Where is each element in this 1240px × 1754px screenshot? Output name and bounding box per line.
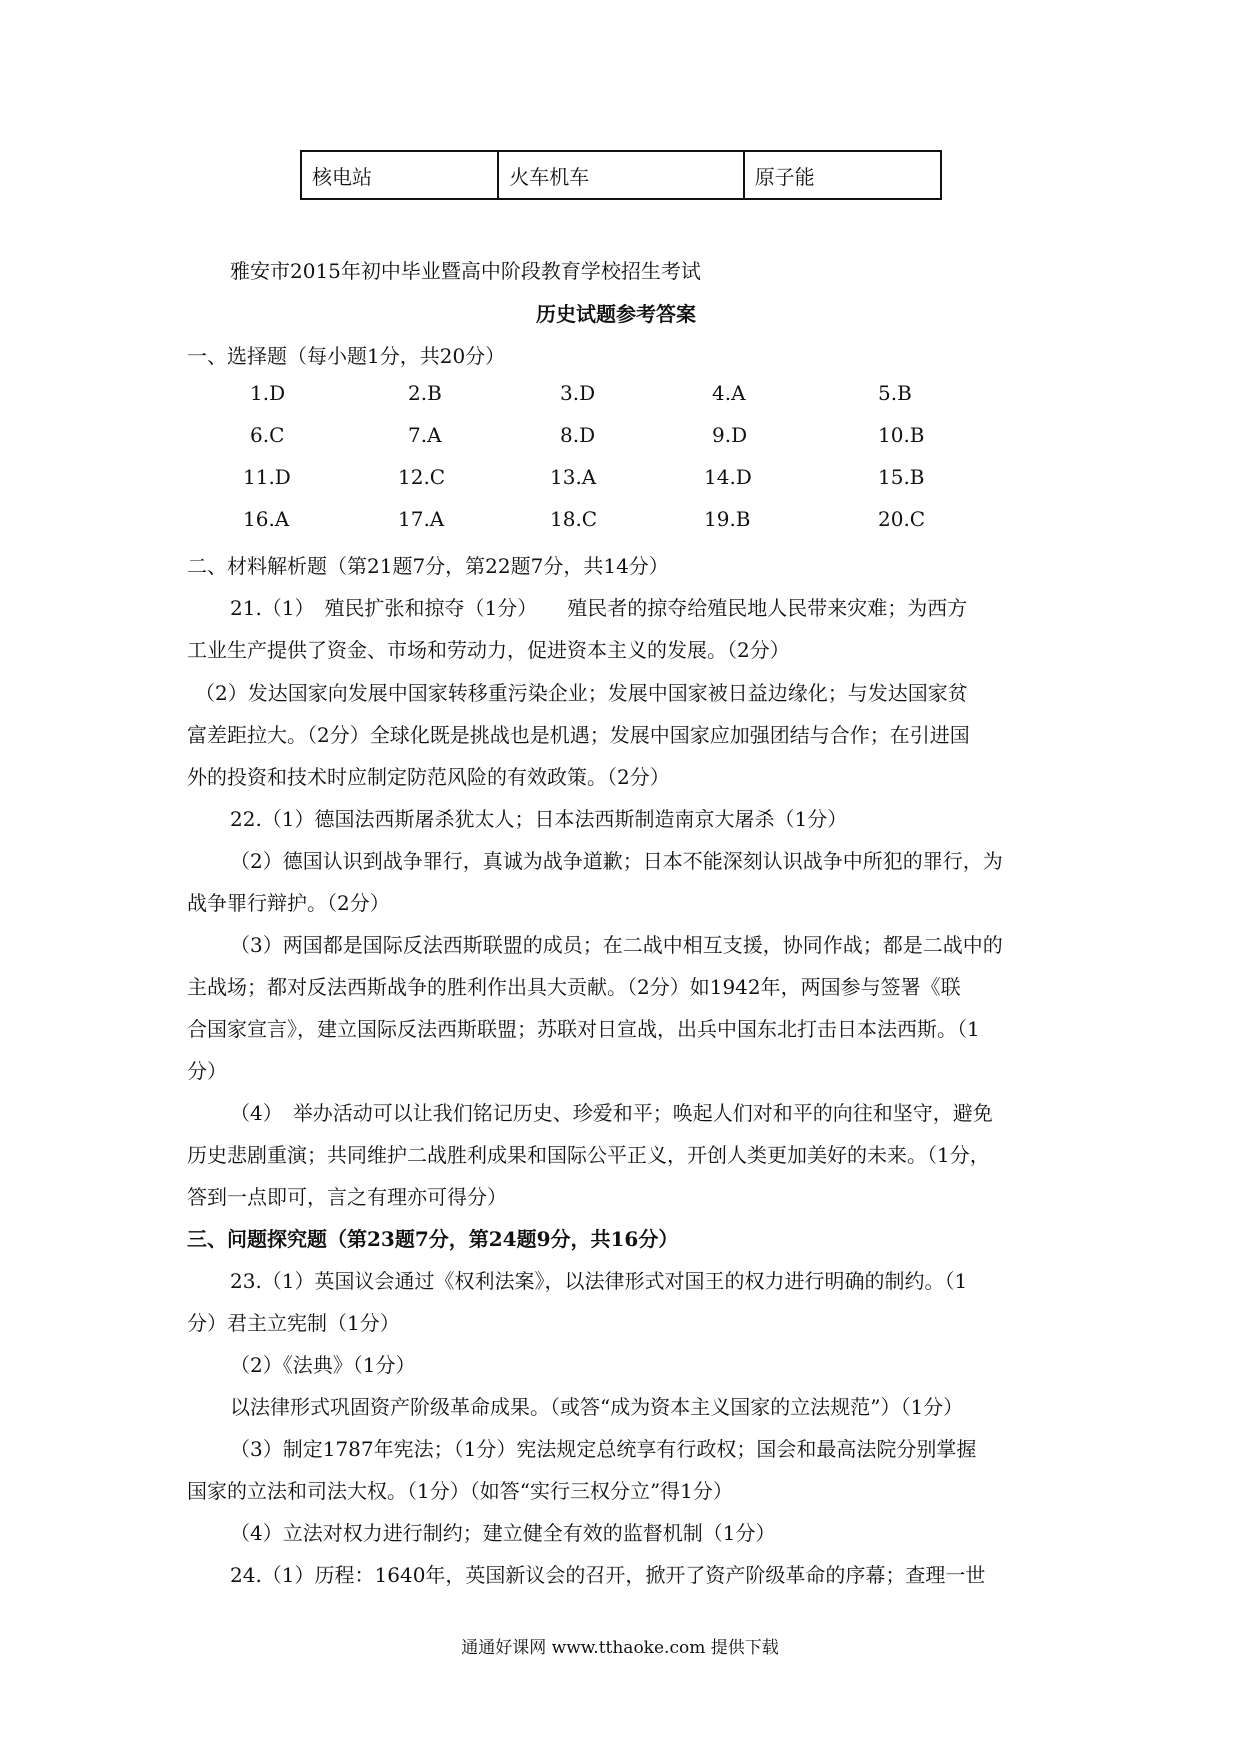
answer-item: 4.A (712, 381, 746, 405)
answer-item: 3.D (560, 381, 596, 405)
text-line: （3）两国都是国际反法西斯联盟的成员；在二战中相互支援，协同作战；都是二战中的 (230, 933, 1003, 957)
text-line: 国家的立法和司法大权。（1分）（如答“实行三权分立”得1分） (187, 1479, 733, 1503)
section-heading: 三、问题探究题（第23题7分，第24题9分，共16分） (187, 1227, 679, 1251)
answer-item: 1.D (250, 381, 286, 405)
top-table (300, 150, 942, 200)
text-line: 24.（1）历程：1640年，英国新议会的召开，掀开了资产阶级革命的序幕；查理一世 (230, 1563, 986, 1587)
text-line: 战争罪行辩护。（2分） (187, 891, 390, 915)
text-line: 主战场；都对反法西斯战争的胜利作出具大贡献。（2分）如1942年，两国参与签署《联 (187, 975, 961, 999)
text-line: （4） 举办活动可以让我们铭记历史、珍爱和平；唤起人们对和平的向往和坚守，避免 (230, 1101, 993, 1125)
table-cell: 核电站 (301, 151, 498, 199)
answer-item: 14.D (704, 465, 752, 489)
answer-item: 15.B (878, 465, 925, 489)
answer-item: 16.A (243, 507, 290, 531)
answer-item: 9.D (712, 423, 748, 447)
answer-item: 10.B (878, 423, 925, 447)
text-line: 历史悲剧重演；共同维护二战胜利成果和国际公平正义，开创人类更加美好的未来。（1分， (187, 1143, 990, 1167)
text-line: 答到一点即可，言之有理亦可得分） (187, 1185, 507, 1209)
answer-item: 2.B (408, 381, 442, 405)
answer-item: 6.C (250, 423, 285, 447)
text-line: （4）立法对权力进行制约；建立健全有效的监督机制（1分） (230, 1521, 776, 1545)
answer-item: 7.A (408, 423, 442, 447)
text-line: 工业生产提供了资金、市场和劳动力，促进资本主义的发展。（2分） (187, 638, 790, 662)
text-line: 22.（1）德国法西斯屠杀犹太人；日本法西斯制造南京大屠杀（1分） (230, 807, 848, 831)
text-line: （2）《法典》（1分） (230, 1353, 416, 1377)
text-line: 外的投资和技术时应制定防范风险的有效政策。（2分） (187, 765, 670, 789)
text-line: 分） (187, 1059, 227, 1083)
answer-title: 历史试题参考答案 (536, 302, 696, 326)
text-line: （2）发达国家向发展中国家转移重污染企业；发展中国家被日益边缘化；与发达国家贫 (195, 681, 968, 705)
text-line: （3）制定1787年宪法；（1分）宪法规定总统享有行政权；国会和最高法院分别掌握 (230, 1437, 977, 1461)
answer-item: 11.D (243, 465, 291, 489)
text-line: 23.（1）英国议会通过《权利法案》，以法律形式对国王的权力进行明确的制约。（1 (230, 1269, 968, 1293)
answer-item: 17.A (398, 507, 445, 531)
answer-item: 5.B (878, 381, 912, 405)
answer-item: 12.C (398, 465, 446, 489)
section-heading: 二、材料解析题（第21题7分，第22题7分，共14分） (187, 554, 669, 578)
answer-item: 20.C (878, 507, 926, 531)
text-line: 21.（1） 殖民扩张和掠夺（1分） 殖民者的掠夺给殖民地人民带来灾难；为西方 (230, 596, 968, 620)
answer-item: 19.B (704, 507, 751, 531)
answer-item: 8.D (560, 423, 596, 447)
table-cell: 原子能 (744, 151, 941, 199)
text-line: （2）德国认识到战争罪行，真诚为战争道歉；日本不能深刻认识战争中所犯的罪行，为 (230, 849, 1003, 873)
answer-item: 18.C (550, 507, 598, 531)
page-footer: 通通好课网 www.tthaoke.com 提供下载 (461, 1638, 779, 1658)
table-cell: 火车机车 (498, 151, 743, 199)
exam-title: 雅安市2015年初中毕业暨高中阶段教育学校招生考试 (230, 259, 701, 283)
text-line: 合国家宣言》，建立国际反法西斯联盟；苏联对日宣战，出兵中国东北打击日本法西斯。（1 (187, 1017, 980, 1041)
section-heading: 一、选择题（每小题1分，共20分） (187, 344, 506, 368)
answer-item: 13.A (550, 465, 597, 489)
text-line: 富差距拉大。（2分）全球化既是挑战也是机遇；发展中国家应加强团结与合作；在引进国 (187, 723, 970, 747)
text-line: 以法律形式巩固资产阶级革命成果。（或答“成为资本主义国家的立法规范”）（1分） (230, 1395, 964, 1419)
text-line: 分）君主立宪制（1分） (187, 1311, 400, 1335)
